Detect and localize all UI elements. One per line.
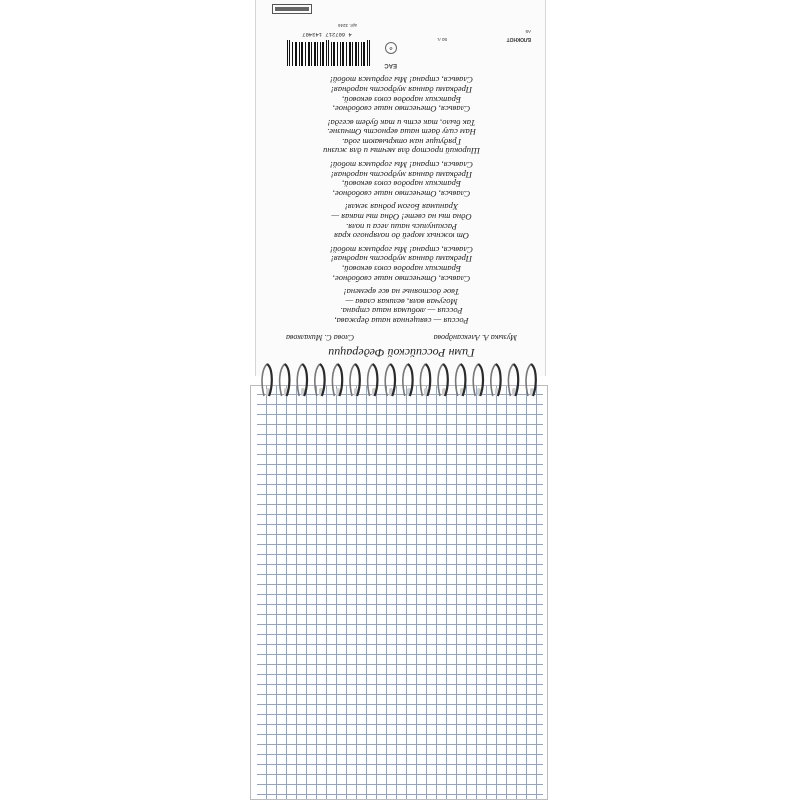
product-info-area (256, 0, 547, 76)
spiral-coil (280, 364, 290, 396)
spiral-coil (262, 364, 272, 396)
barcode-number: 4 607217 143407 (302, 31, 352, 38)
verse-line: Славься, Отечество наше свободное, (332, 273, 471, 284)
logo-mark (275, 7, 309, 11)
verse-line: Братских народов союз вековой, (342, 179, 461, 190)
product-brand-block (507, 29, 531, 42)
fineprint-line (401, 62, 531, 67)
sheet-count: 50 л. (436, 37, 447, 42)
music-credit: Музыка А. Александрова (433, 333, 517, 342)
spiral-coil (420, 364, 430, 396)
verse-line: Славься, Отечество наше свободное, (332, 188, 471, 199)
verse-line: Твое достоянье на все времена! (343, 287, 460, 298)
verse-line: Братских народов союз вековой, (342, 94, 461, 105)
product-format: А5 (525, 29, 531, 34)
verse-line: Предками данная мудрость народная! (330, 84, 473, 95)
anthem-verses (256, 75, 547, 325)
notebook-back-cover (255, 0, 546, 376)
stanza (256, 117, 547, 155)
manufacturer-fineprint (401, 52, 531, 72)
verse-line: Хранимая Богом родная земля! (344, 202, 459, 213)
verse-line: Братских народов союз вековой, (342, 264, 461, 275)
verse-line: Грядущие нам открывают года. (341, 136, 462, 147)
spiral-coil (297, 364, 307, 396)
verse-line: Раскинулись наши леса и поля. (345, 221, 458, 232)
spiral-coil (315, 364, 325, 396)
stanza (256, 160, 547, 198)
grid-paper-page (250, 385, 548, 800)
spiral-binding (255, 358, 545, 402)
verse-line: Славься, Отечество наше свободное, (332, 104, 471, 115)
spiral-coil (332, 364, 342, 396)
verse-line: Предками данная мудрость народная! (330, 169, 473, 180)
barcode-bars (282, 40, 372, 66)
eac-certification-mark: EAC (384, 62, 397, 68)
verse-line: Широкий простор для мечты и для жизни (323, 146, 480, 157)
spiral-coil (438, 364, 448, 396)
spiral-coil (456, 364, 466, 396)
stanza (256, 202, 547, 240)
verse-line: Одна ты на свете! Одна ты такая — (331, 212, 472, 223)
verse-line: Могучая воля, великая слава — (345, 296, 458, 307)
anthem-credits (256, 333, 547, 342)
verse-line: Славься, страна! Мы гордимся тобой! (330, 160, 473, 171)
cover-printed-area (256, 0, 547, 376)
anthem-text-block (256, 71, 547, 360)
article-number: арт. 3246 (338, 23, 357, 28)
verse-line: Так было, так есть и так будет всегда! (327, 117, 476, 128)
lyrics-credit: Слова С. Михалкова (286, 333, 355, 342)
stanza (256, 287, 547, 325)
fineprint-line (401, 67, 531, 72)
manufacturer-logo (272, 4, 312, 14)
verse-line: От южных морей до полярного края (333, 231, 470, 242)
spiral-coil (526, 364, 536, 396)
verse-line: Россия — священная наша держава, (334, 316, 469, 326)
barcode (282, 26, 372, 66)
spiral-coil (385, 364, 395, 396)
verse-line: Славься, страна! Мы гордимся тобой! (330, 75, 473, 86)
stanza (256, 75, 547, 113)
verse-line: Славься, страна! Мы гордимся тобой! (330, 244, 473, 255)
anthem-title: Гимн Российской Федерации (328, 346, 475, 360)
spiral-coil (350, 364, 360, 396)
verse-line: Предками данная мудрость народная! (330, 254, 473, 265)
spiral-coil (491, 364, 501, 396)
verse-line: Нам силу дает наша верность Отчизне. (327, 127, 476, 138)
recycle-icon: ♻ (385, 42, 397, 54)
product-type: БЛОКНОТ (506, 36, 531, 42)
stanza (256, 244, 547, 282)
spiral-coil (403, 364, 413, 396)
fineprint-line (401, 52, 531, 57)
page-left-margin (251, 386, 257, 799)
spiral-coil (508, 364, 518, 396)
spiral-coil (368, 364, 378, 396)
page-right-margin (543, 386, 547, 799)
verse-line: Россия — любимая наша страна. (340, 306, 463, 317)
spiral-coil (473, 364, 483, 396)
fineprint-line (401, 57, 531, 62)
